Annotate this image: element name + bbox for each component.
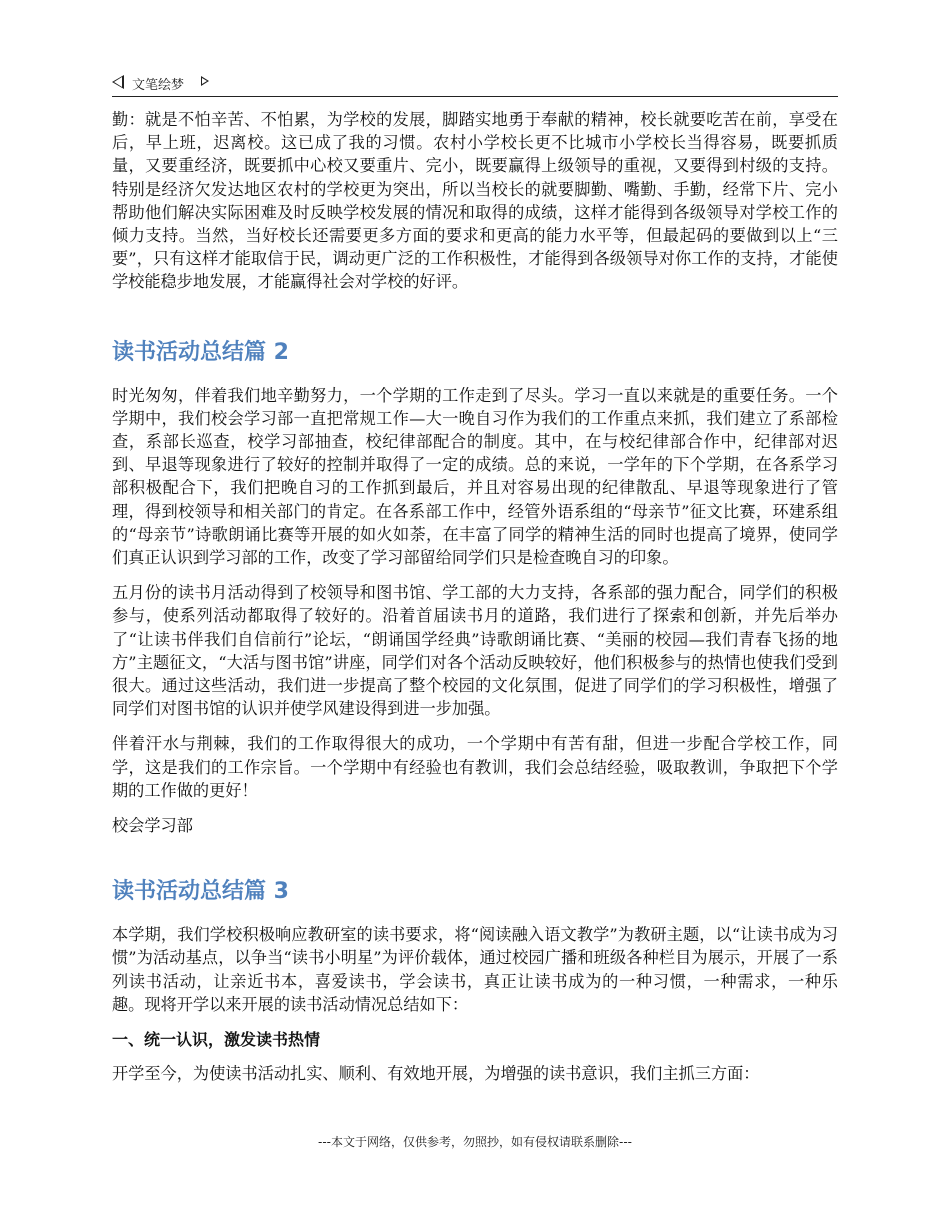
- section-3-heading: 读书活动总结篇 3: [112, 879, 289, 905]
- document-body: [112, 108, 838, 1097]
- section-3-paragraph-1: 本学期，我们学校积极响应教研室的读书要求，将“阅读融入语文教学”为教研主题，以“让读书成为习惯”为活动基点，以争当“读书小明星”为评价载体，通过校园广播和班级各种栏目为展示，开展了一系列读书活动，让亲近书本，喜爱读书，学会读书，真正让读书成为的一种习惯，一种需求，一种乐趣。现将开学以来开展的读书活动情况总结如下：: [112, 925, 838, 1014]
- header-brand: 文笔绘梦: [132, 78, 185, 93]
- section-3-subheading: 一、统一认识，激发读书热情: [112, 1030, 321, 1050]
- section-2-paragraph-2: 五月份的读书月活动得到了校领导和图书馆、学工部的大力支持，各系部的强力配合，同学们的积极参与，使系列活动都取得了较好的。沿着首届读书月的道路，我们进行了探索和创新，并先后举办了“让读书伴我们自信前行”论坛，“朗诵国学经典”诗歌朗诵比赛、“美丽的校园—我们青春飞扬的地方”主题征文，“大活与图书馆”讲座，同学们对各个活动反映较好，他们积极参与的热情也使我们受到很大。通过这些活动，我们进一步提高了整个校园的文化氛围，促进了同学们的学习积极性，增强了同学们对图书馆的认识并使学风建设得到进一步加强。: [112, 583, 838, 719]
- section-2-paragraph-1: 时光匆匆，伴着我们地辛勤努力，一个学期的工作走到了尽头。学习一直以来就是的重要任务。一个学期中，我们校会学习部一直把常规工作—大一晚自习作为我们的工作重点来抓，我们建立了系部检查，系部长巡查，校学习部抽查，校纪律部配合的制度。其中，在与校纪律部合作中，纪律部对迟到、早退等现象进行了较好的控制并取得了一定的成绩。总的来说，一学年的下个学期，在各系学习部积极配合下，我们把晚自习的工作抓到最后，并且对容易出现的纪律散乱、早退等现象进行了管理，得到校领导和相关部门的肯定。在各系部工作中，经管外语系组的“母亲节”征文比赛，环建系组的“母亲节”诗歌朗诵比赛等开展的如火如荼，在丰富了同学的精神生活的同时也提高了境界，使同学们真正认识到学习部的工作，改变了学习部留给同学们只是检查晚自习的印象。: [112, 385, 838, 568]
- page-header: [112, 72, 838, 97]
- section-3-last-paragraph: 开学至今，为使读书活动扎实、顺利、有效地开展，为增强的读书意识，我们主抓三方面：: [112, 1064, 760, 1084]
- footer-notice: ---本文于网络，仅供参考，勿照抄，如有侵权请联系删除---: [318, 1135, 632, 1149]
- section-2-signature: 校会学习部: [112, 816, 193, 836]
- intro-paragraph: 勤：就是不怕辛苦、不怕累，为学校的发展，脚踏实地勇于奉献的精神，校长就要吃苦在前，享受在后，早上班，迟离校。这已成了我的习惯。农村小学校长更不比城市小学校长当得容易，既要抓质量，又要重经济，既要抓中心校又要重片、完小，既要赢得上级领导的重视，又要得到村级的支持。特别是经济欠发达地区农村的学校更为突出，所以当校长的就要脚勤、嘴勤、手勤，经常下片、完小帮助他们解决实际困难及时反映学校发展的情况和取得的成绩，这样才能得到各级领导对学校工作的倾力支持。当然，当好校长还需要更多方面的要求和更高的能力水平等，但最起码的要做到以上“三要”，只有这样才能取信于民，调动更广泛的工作积极性，才能得到各级领导对你工作的支持，才能使学校能稳步地发展，才能赢得社会对学校的好评。: [112, 110, 838, 292]
- section-2-heading: 读书活动总结篇 2: [112, 339, 289, 365]
- triangle-left-icon: [112, 75, 124, 89]
- triangle-right-icon: [201, 76, 209, 86]
- section-2-paragraph-3: 伴着汗水与荆棘，我们的工作取得很大的成功，一个学期中有苦有甜，但进一步配合学校工作，同学，这是我们的工作宗旨。一个学期中有经验也有教训，我们会总结经验，吸取教训，争取把下个学期的工作做的更好！: [112, 734, 838, 800]
